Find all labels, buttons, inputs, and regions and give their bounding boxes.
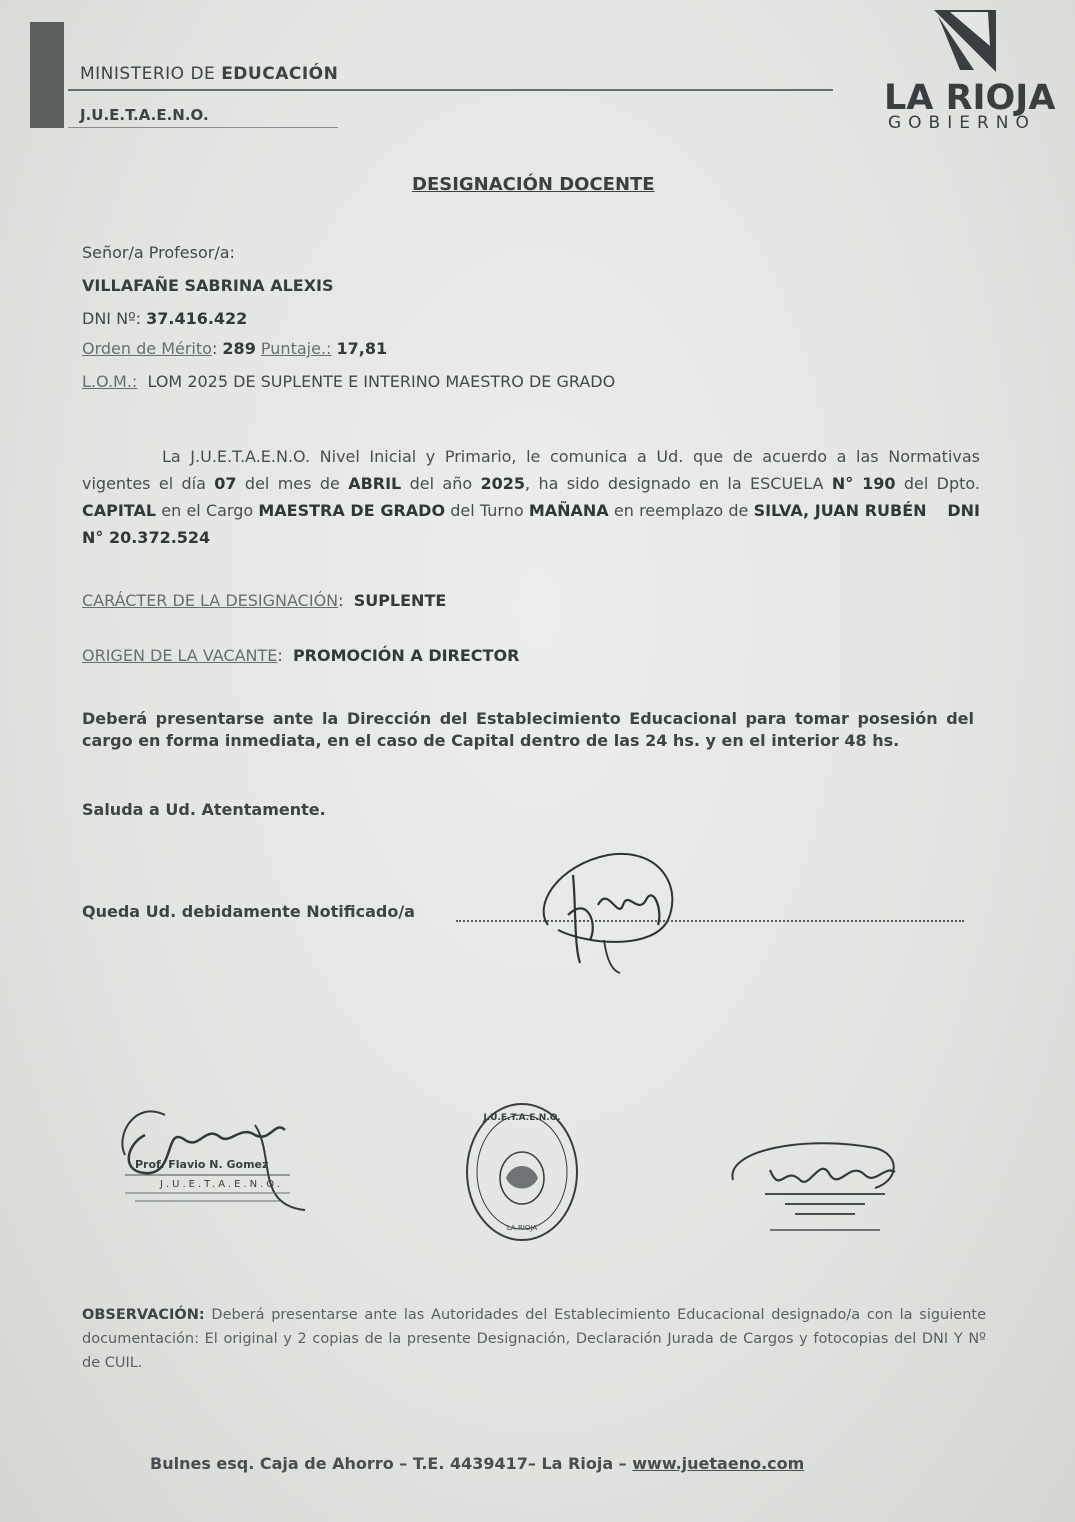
puntaje-value: 17,81 [336, 339, 388, 358]
observation-text: Deberá presentarse ante las Autoridades del Establecimiento Educacional designado/a con la siguiente documentación: El original y 2 copias de la presente Designación, Declaración Jurada de Cargos y fotocopias del DNI Y Nº de CUIL. [82, 1307, 986, 1371]
left-stamp-org: J.U.E.T.A.E.N.O. [160, 1179, 283, 1190]
document-title: DESIGNACIÓN DOCENTE [412, 174, 655, 195]
lom-row [82, 372, 615, 391]
instruction-paragraph: Deberá presentarse ante la Dirección del Establecimiento Educacional para tomar posesión del cargo en forma inmediata, en el caso de Capital dentro de las 24 hs. y en el interior 48 hs. [82, 709, 974, 750]
origen-label: ORIGEN DE LA VACANTE [82, 646, 278, 665]
footer [150, 1454, 804, 1473]
caracter-row: CARÁCTER DE LA DESIGNACIÓN: SUPLENTE [82, 591, 447, 610]
orden-value: 289 [222, 339, 256, 358]
left-signature-stamp [105, 1095, 320, 1225]
orden-label: Orden de Mérito [82, 339, 212, 358]
recipient-signature [528, 845, 688, 980]
observation-label: OBSERVACIÓN: [82, 1307, 205, 1323]
puntaje-label: Puntaje.: [260, 339, 332, 358]
logo-subtitle: GOBIERNO [888, 113, 1036, 133]
caracter-label: CARÁCTER DE LA DESIGNACIÓN [82, 591, 339, 610]
office-name: J.U.E.T.A.E.N.O. [80, 106, 209, 124]
lom-value: LOM 2025 DE SUPLENTE E INTERINO MAESTRO DE GRADO [147, 372, 616, 391]
dni-value: 37.416.422 [146, 309, 248, 328]
lom-label: L.O.M.: [82, 372, 138, 391]
designation-paragraph: La J.U.E.T.A.E.N.O. Nivel Inicial y Primario, le comunica a Ud. que de acuerdo a las Normativas vigentes el día 07 del mes de ABRIL del año 2025, ha sido designado en la ESCUELA N° 190 del Dpto. CAPITAL en el Cargo MAESTRA DE GRADO del Turno MAÑANA en reemplazo de SILVA, JUAN RUBÉN DNI N° 20.372.524 [82, 447, 981, 547]
header-rule [68, 89, 833, 91]
dni-row [82, 309, 247, 328]
caracter-value: SUPLENTE [353, 591, 447, 610]
right-signature-stamp [725, 1130, 905, 1240]
left-stamp-name: Prof. Flavio N. Gomez [135, 1158, 269, 1171]
origen-value: PROMOCIÓN A DIRECTOR [292, 646, 520, 665]
recipient-name: VILLAFAÑE SABRINA ALEXIS [82, 276, 334, 295]
header-accent-bar [30, 22, 64, 128]
salutation: Señor/a Profesor/a: [82, 243, 235, 262]
footer-website-link[interactable]: www.juetaeno.com [632, 1454, 805, 1473]
orden-row: Orden de Mérito: 289 Puntaje.: 17,81 [82, 339, 388, 358]
observation-paragraph [82, 1303, 986, 1375]
dni-label: DNI Nº: [82, 309, 141, 328]
notified-line: Queda Ud. debidamente Notificado/a [82, 902, 415, 921]
seal-bottom-text: LA RIOJA [506, 1224, 538, 1232]
footer-address: Bulnes esq. Caja de Ahorro – T.E. 4439417– La Rioja – [150, 1454, 627, 1473]
closing-line: Saluda a Ud. Atentamente. [82, 800, 326, 819]
logo-name: LA RIOJA [884, 78, 1056, 118]
header-rule-short [68, 127, 338, 128]
origen-row: ORIGEN DE LA VACANTE: PROMOCIÓN A DIRECTOR [82, 646, 520, 665]
official-seal [462, 1100, 582, 1250]
ministry-name: MINISTERIO DE EDUCACIÓN [80, 64, 339, 84]
la-rioja-logo-icon [930, 6, 1000, 78]
seal-top-text: J.U.E.T.A.E.N.O. [483, 1113, 561, 1123]
